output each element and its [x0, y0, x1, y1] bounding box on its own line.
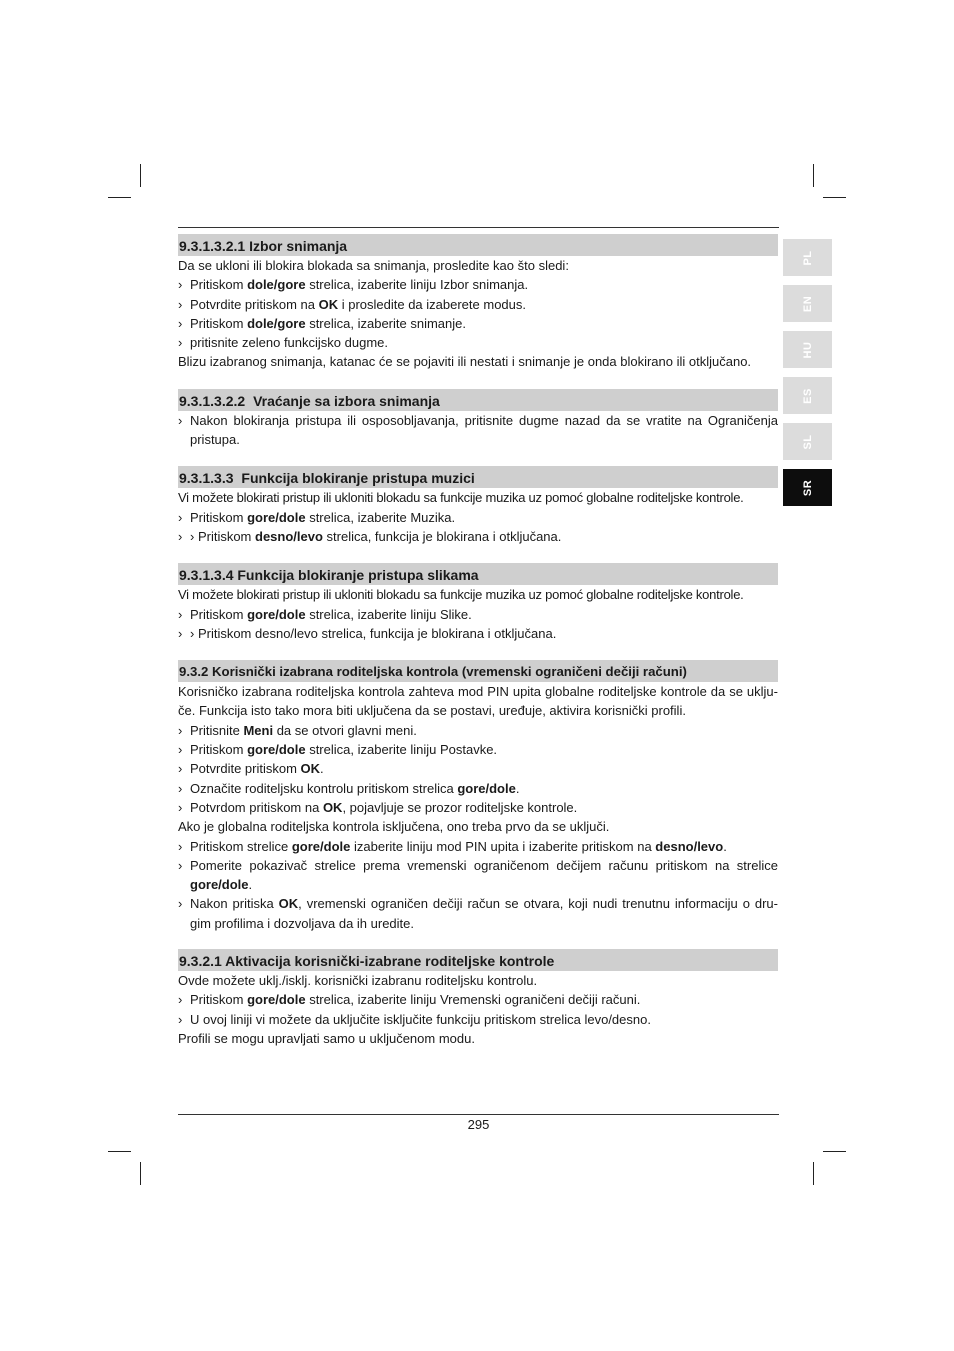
crop-mark: [140, 1162, 141, 1185]
list-item: › Nakon blokiranja pristupa ili osposobljavanja, pritisnite dugme nazad da se vratite na Ograničenja pristupa.: [178, 411, 778, 450]
list-item: › Pritiskom strelice gore/dole izaberite liniju mod PIN upita i izaberite pritiskom na desno/levo.: [178, 837, 778, 856]
list-item: › Pritiskom dole/gore strelica, izaberite snimanje.: [178, 314, 778, 333]
bottom-rule: [178, 1114, 779, 1115]
page-content: [178, 234, 778, 1048]
tab-en[interactable]: EN: [783, 285, 832, 322]
tab-es[interactable]: ES: [783, 377, 832, 414]
paragraph: Da se ukloni ili blokira blokada sa snimanja, prosledite kao što sledi:: [178, 258, 569, 273]
list-item: › Pritisnite Meni da se otvori glavni meni.: [178, 721, 778, 740]
list-item: › Pritiskom gore/dole strelica, izaberite liniju Vremenski ograničeni dečiji računi.: [178, 990, 778, 1009]
paragraph: Blizu izabranog snimanja, katanac će se pojaviti ili nestati i snimanje je onda blokirano ili otključano.: [178, 354, 752, 370]
paragraph: Korisničko izabrana roditeljska kontrola zahteva mod PIN upita globalne roditeljske kontrole da se uklju-če. Funkcija isto tako mora biti uključena da se postavi, uređuje, aktivira korisnički profili.: [178, 684, 778, 719]
top-rule: [178, 227, 779, 228]
section-heading: 9.3.2.1 Aktivacija korisnički-izabrane roditeljske kontrole: [178, 949, 778, 971]
tab-sr[interactable]: SR: [783, 469, 832, 506]
crop-mark: [823, 1151, 846, 1152]
list-item: › U ovoj liniji vi možete da uključite isključite funkciju pritiskom strelica levo/desno.: [178, 1010, 778, 1029]
list-item: › Pomerite pokazivač strelice prema vremenski ograničenom dečijem računu pritiskom na strelice gore/dole.: [178, 856, 778, 895]
paragraph: Profili se mogu upravljati samo u uključenom modu.: [178, 1030, 475, 1046]
paragraph: Ovde možete uklj./isklj. korisnički izabranu roditeljsku kontrolu.: [178, 973, 538, 989]
tab-sl[interactable]: SL: [783, 423, 832, 460]
crop-mark: [108, 197, 131, 198]
list-item: › › Pritiskom desno/levo strelica, funkcija je blokirana i otključana.: [178, 527, 778, 546]
list-item: › Potvrdom pritiskom na OK, pojavljuje se prozor roditeljske kontrole.: [178, 798, 778, 817]
tab-hu[interactable]: HU: [783, 331, 832, 368]
section-heading: 9.3.1.3.3 Funkcija blokiranje pristupa muzici: [178, 466, 778, 488]
list-item: › Pritiskom gore/dole strelica, izaberite liniju Slike.: [178, 605, 778, 624]
paragraph: Ako je globalna roditeljska kontrola isključena, ono treba prvo da se uključi.: [178, 819, 610, 835]
list-item: › Potvrdite pritiskom OK.: [178, 759, 778, 778]
section-heading: 9.3.1.3.2.2 Vraćanje sa izbora snimanja: [178, 389, 778, 411]
paragraph: Vi možete blokirati pristup ili ukloniti blokadu sa funkcije muzika uz pomoć globalne roditeljske kontrole.: [178, 587, 744, 603]
crop-mark: [140, 164, 141, 187]
list-item: › Pritiskom gore/dole strelica, izaberite liniju Postavke.: [178, 740, 778, 759]
page-number: 295: [467, 1117, 490, 1132]
list-item: › Nakon pritiska OK, vremenski ograničen dečiji račun se otvara, koji nudi trenutnu informaciju o dru-gim profilima i dozvoljava da ih uredite.: [178, 894, 778, 933]
crop-mark: [813, 1162, 814, 1185]
list-item: › › Pritiskom desno/levo strelica, funkcija je blokirana i otključana.: [178, 624, 778, 643]
crop-mark: [813, 164, 814, 187]
language-tabs: [783, 239, 832, 515]
list-item: › Pritiskom gore/dole strelica, izaberite Muzika.: [178, 508, 778, 527]
section-heading: 9.3.2 Korisnički izabrana roditeljska kontrola (vremenski ograničeni dečiji računi): [178, 660, 778, 682]
list-item: › Potvrdite pritiskom na OK i prosledite da izaberete modus.: [178, 295, 778, 314]
list-item: › pritisnite zeleno funkcijsko dugme.: [178, 333, 778, 352]
section-heading: 9.3.1.3.2.1 Izbor snimanja: [178, 234, 778, 256]
tab-pl[interactable]: PL: [783, 239, 832, 276]
list-item: › Pritiskom dole/gore strelica, izaberite liniju Izbor snimanja.: [178, 275, 778, 294]
paragraph: Vi možete blokirati pristup ili ukloniti blokadu sa funkcije muzika uz pomoć globalne roditeljske kontrole.: [178, 490, 744, 506]
crop-mark: [823, 197, 846, 198]
crop-mark: [108, 1151, 131, 1152]
section-heading: 9.3.1.3.4 Funkcija blokiranje pristupa slikama: [178, 563, 778, 585]
list-item: › Označite roditeljsku kontrolu pritiskom strelica gore/dole.: [178, 779, 778, 798]
